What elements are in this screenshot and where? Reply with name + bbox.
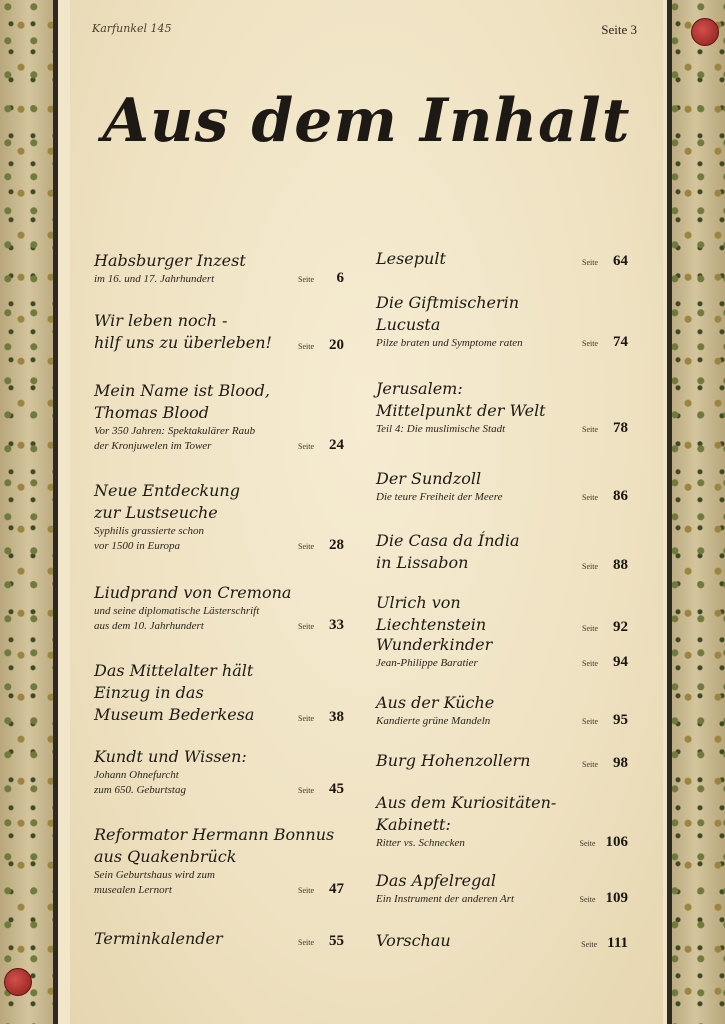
page-number-ref: 92 <box>613 619 628 635</box>
toc-page-ref <box>298 617 344 634</box>
toc-entry-subtitle: Kandierte grüne Mandeln <box>376 715 491 727</box>
page-label: Seite <box>582 562 598 571</box>
toc-entry-title: in Lissabon <box>376 553 469 572</box>
toc-entry-title: Der Sundzoll <box>376 469 482 488</box>
toc-entry-title: Reformator Hermann Bonnus <box>94 825 335 844</box>
toc-entry[interactable] <box>376 248 628 270</box>
toc-entry[interactable] <box>94 928 344 950</box>
toc-entry[interactable] <box>94 310 344 354</box>
page-label: Seite <box>582 258 598 267</box>
page-label: Seite <box>298 342 314 351</box>
page-number-ref: 74 <box>613 334 628 350</box>
toc-entry-title: Die Casa da Índia <box>376 531 520 550</box>
page-title: Aus dem Inhalt <box>102 86 631 156</box>
page-number-ref: 47 <box>329 881 344 897</box>
page-number-ref: 38 <box>329 709 344 725</box>
toc-entry[interactable] <box>94 660 344 726</box>
toc-page-ref <box>582 334 628 351</box>
toc-entry-title: Lucusta <box>376 315 441 334</box>
toc-entry[interactable] <box>376 750 628 772</box>
page-number-ref: 98 <box>613 755 628 771</box>
toc-entry-subtitle: vor 1500 in Europa <box>94 540 181 552</box>
toc-entry-subtitle: aus dem 10. Jahrhundert <box>94 620 204 632</box>
toc-entry[interactable] <box>94 582 344 634</box>
page-number-ref: 45 <box>329 781 344 797</box>
toc-entry[interactable] <box>376 468 628 505</box>
page-number-ref: 28 <box>329 537 344 553</box>
ornamental-border-left <box>0 0 58 1024</box>
toc-entry-title: Wir leben noch - <box>94 311 228 330</box>
toc-page-ref <box>581 935 628 952</box>
toc-page-ref <box>582 488 628 505</box>
page-label: Seite <box>298 714 314 723</box>
toc-entry[interactable] <box>376 530 628 574</box>
toc-entry-title: Jerusalem: <box>376 379 463 398</box>
toc-entry-title: Kabinett: <box>376 815 451 834</box>
page-label: Seite <box>298 442 314 451</box>
toc-page-ref <box>298 337 344 354</box>
page-number-ref: 109 <box>605 890 628 906</box>
wax-seal-icon <box>691 18 719 46</box>
toc-page-ref <box>582 712 628 729</box>
toc-entry-title: Aus dem Kuriositäten- <box>376 793 557 812</box>
toc-page-ref <box>298 709 344 726</box>
toc-entry-title: Die Giftmischerin <box>376 293 520 312</box>
toc-page-ref <box>582 253 628 270</box>
page-number-ref: 106 <box>605 834 628 850</box>
page-number-ref: 78 <box>613 420 628 436</box>
toc-entry-title: Kundt und Wissen: <box>94 747 247 766</box>
toc-page-ref <box>298 270 344 287</box>
toc-page-ref <box>580 890 629 907</box>
toc-entry[interactable] <box>376 870 628 907</box>
toc-entry-title: aus Quakenbrück <box>94 847 237 866</box>
page-label: Seite <box>298 786 314 795</box>
ornamental-border-right <box>667 0 725 1024</box>
toc-entry-title: Thomas Blood <box>94 403 209 422</box>
toc-page-ref <box>580 834 629 851</box>
toc-entry-subtitle: Pilze braten und Symptome raten <box>376 337 523 349</box>
toc-entry-subtitle: Ritter vs. Schnecken <box>376 837 465 849</box>
page-number: Seite 3 <box>601 22 637 37</box>
page-label: Seite <box>579 839 596 848</box>
page-label: Seite <box>582 624 598 633</box>
page-number-ref: 86 <box>613 488 628 504</box>
toc-page-ref <box>298 781 344 798</box>
page-label: Seite <box>298 622 314 631</box>
toc-entry[interactable] <box>376 692 628 729</box>
toc-entry-title: Mein Name ist Blood, <box>94 381 270 400</box>
toc-entry-subtitle: Johann Ohnefurcht <box>94 769 179 781</box>
toc-entry-title: Lesepult <box>376 249 446 268</box>
toc-entry-title: Einzug in das <box>94 683 204 702</box>
page-number-ref: 6 <box>336 270 344 286</box>
toc-entry[interactable] <box>94 380 344 454</box>
toc-entry-subtitle: der Kronjuwelen im Tower <box>94 440 212 452</box>
page-number-ref: 33 <box>329 617 344 633</box>
toc-entry-title: Vorschau <box>376 931 451 950</box>
toc-page-ref <box>582 654 628 671</box>
toc-page-ref <box>298 881 344 898</box>
toc-entry-title: Mittelpunkt der Welt <box>376 401 546 420</box>
toc-page-ref <box>298 437 344 454</box>
toc-entry-title: Museum Bederkesa <box>94 705 255 724</box>
page-number-ref: 55 <box>329 933 344 949</box>
page-number-ref: 111 <box>607 935 628 951</box>
page-label: Seite <box>582 760 598 769</box>
page-label: Seite <box>582 659 598 668</box>
page-label: Seite <box>582 425 598 434</box>
toc-entry[interactable] <box>376 634 628 671</box>
page-label: Seite <box>298 542 314 551</box>
toc-entry-title: Aus der Küche <box>376 693 495 712</box>
wax-seal-icon <box>4 968 32 996</box>
toc-entry[interactable] <box>376 792 628 851</box>
toc-entry-title: Terminkalender <box>94 929 223 948</box>
toc-entry[interactable] <box>376 592 628 636</box>
toc-entry-subtitle: musealen Lernort <box>94 884 172 896</box>
toc-entry[interactable] <box>94 480 344 554</box>
toc-entry-title: Wunderkinder <box>376 635 493 654</box>
toc-entry-title: Ulrich von Liechtenstein <box>376 593 487 634</box>
page-label: Seite <box>298 886 314 895</box>
toc-entry-subtitle: Teil 4: Die muslimische Stadt <box>376 423 506 435</box>
toc-entry-title: Burg Hohenzollern <box>376 751 531 770</box>
toc-page-ref <box>298 933 344 950</box>
page-label: Seite <box>582 717 598 726</box>
page-number-ref: 94 <box>613 654 628 670</box>
toc-entry[interactable] <box>376 378 628 437</box>
page-label: Seite <box>582 493 598 502</box>
page-label: Seite <box>581 940 598 949</box>
toc-entry-title: Liudprand von Cremona <box>94 583 292 602</box>
toc-entry[interactable] <box>94 824 344 898</box>
toc-entry[interactable] <box>94 250 344 287</box>
toc-entry-title: zur Lustseuche <box>94 503 218 522</box>
page-number-ref: 64 <box>613 253 628 269</box>
toc-entry-subtitle: Vor 350 Jahren: Spektakulärer Raub <box>94 425 256 437</box>
toc-entry-title: Neue Entdeckung <box>94 481 240 500</box>
toc-page-ref <box>582 755 628 772</box>
toc-entry-title: hilf uns zu überleben! <box>94 333 272 352</box>
toc-entry[interactable] <box>94 746 344 798</box>
toc-page-ref <box>298 537 344 554</box>
toc-entry-subtitle: Syphilis grassierte schon <box>94 525 204 537</box>
page-number-ref: 24 <box>329 437 344 453</box>
page-number-ref: 20 <box>329 337 344 353</box>
toc-page-ref <box>582 557 628 574</box>
page-number-ref: 95 <box>613 712 628 728</box>
page-label: Seite <box>298 938 314 947</box>
toc-entry-subtitle: und seine diplomatische Lästerschrift <box>94 605 260 617</box>
page-label: Seite <box>298 275 314 284</box>
toc-entry-subtitle: Ein Instrument der anderen Art <box>376 893 515 905</box>
toc-entry[interactable] <box>376 292 628 351</box>
toc-entry-subtitle: zum 650. Geburtstag <box>94 784 186 796</box>
toc-entry-title: Das Mittelalter hält <box>94 661 254 680</box>
toc-entry[interactable] <box>376 930 628 952</box>
page-label: Seite <box>582 339 598 348</box>
magazine-name: Karfunkel 145 <box>92 22 172 35</box>
toc-entry-subtitle: Die teure Freiheit der Meere <box>376 491 503 503</box>
page-label: Seite <box>579 895 596 904</box>
toc-entry-subtitle: im 16. und 17. Jahrhundert <box>94 273 215 285</box>
page-number-ref: 88 <box>613 557 628 573</box>
toc-entry-title: Habsburger Inzest <box>94 251 246 270</box>
toc-entry-subtitle: Jean-Philippe Baratier <box>376 657 478 669</box>
toc-entry-title: Das Apfelregal <box>376 871 496 890</box>
toc-page-ref <box>582 420 628 437</box>
toc-entry-subtitle: Sein Geburtshaus wird zum <box>94 869 215 881</box>
